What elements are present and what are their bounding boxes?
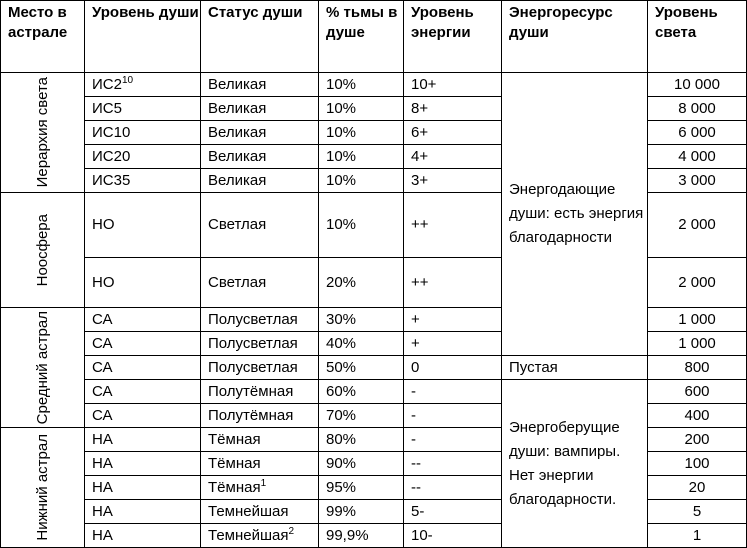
energy-cell-text: + — [411, 334, 420, 352]
dark-percent-cell — [319, 428, 404, 452]
light-cell-text: 6 000 — [678, 123, 716, 141]
dark-percent-cell — [319, 452, 404, 476]
table-row — [1, 73, 747, 97]
status-cell-footnote: 1 — [260, 477, 267, 489]
place-cell-hierarchy — [1, 73, 85, 193]
light-cell — [648, 97, 747, 121]
header-status: Статус души — [201, 1, 319, 73]
light-cell-text: 8 000 — [678, 99, 716, 117]
light-cell-text: 20 — [688, 478, 706, 496]
resource-cell-empty — [502, 356, 648, 380]
level-cell-text: НА — [92, 478, 113, 496]
level-cell-text: НО — [92, 273, 115, 291]
light-cell — [648, 500, 747, 524]
light-cell — [648, 428, 747, 452]
dark-percent-cell — [319, 193, 404, 258]
status-cell — [201, 500, 319, 524]
level-cell — [85, 452, 201, 476]
status-cell — [201, 356, 319, 380]
dark-percent-cell-text: 10% — [326, 75, 357, 93]
status-cell-text: Темнейшая — [208, 502, 289, 520]
dark-percent-cell-text: 99,9% — [326, 526, 369, 544]
level-cell-text: ИС5 — [92, 99, 122, 117]
status-cell-text: Великая — [208, 75, 267, 93]
table-row — [1, 356, 747, 380]
light-cell — [648, 308, 747, 332]
status-cell-text: Полутёмная — [208, 382, 294, 400]
light-cell-text: 2 000 — [678, 216, 716, 233]
dark-percent-cell-text: 10% — [326, 99, 357, 117]
dark-percent-cell — [319, 145, 404, 169]
energy-cell — [404, 380, 502, 404]
energy-cell-text: 6+ — [411, 123, 429, 141]
dark-percent-cell-text: 60% — [326, 382, 357, 400]
status-cell-text: Полутёмная — [208, 406, 294, 424]
dark-percent-cell — [319, 356, 404, 380]
dark-percent-cell-text: 80% — [326, 430, 357, 448]
energy-cell — [404, 97, 502, 121]
energy-cell-text: ++ — [411, 273, 429, 291]
light-cell-text: 2 000 — [678, 273, 716, 291]
place-label: Ноосфера — [33, 213, 51, 287]
resource-cell-taking — [502, 380, 648, 548]
level-cell-text: СА — [92, 358, 113, 376]
status-cell-text: Полусветлая — [208, 334, 298, 352]
status-cell — [201, 145, 319, 169]
light-cell-text: 200 — [684, 430, 710, 448]
dark-percent-cell-text: 10% — [326, 123, 357, 141]
level-cell-text: ИС2 — [92, 75, 122, 93]
energy-cell — [404, 476, 502, 500]
dark-percent-cell-text: 40% — [326, 334, 357, 352]
level-cell-text: НА — [92, 454, 113, 472]
header-dark: % тьмы в душе — [319, 1, 404, 73]
energy-cell-text: -- — [411, 454, 421, 472]
light-cell — [648, 404, 747, 428]
place-label: Нижний астрал — [33, 434, 51, 541]
light-cell — [648, 380, 747, 404]
level-cell-text: СА — [92, 310, 113, 328]
dark-percent-cell-text: 99% — [326, 502, 357, 520]
status-cell-footnote: 2 — [288, 525, 295, 537]
dark-percent-cell-text: 95% — [326, 478, 357, 496]
status-cell — [201, 428, 319, 452]
dark-percent-cell-text: 10% — [326, 216, 357, 233]
place-label: Иерархия света — [33, 77, 51, 188]
header-energy: Уровень энергии — [404, 1, 502, 73]
energy-cell — [404, 308, 502, 332]
dark-percent-cell-text: 50% — [326, 358, 357, 376]
level-cell — [85, 500, 201, 524]
level-cell — [85, 73, 201, 97]
status-cell — [201, 193, 319, 258]
level-cell-text: СА — [92, 406, 113, 424]
place-cell-lower — [1, 428, 85, 548]
level-cell — [85, 169, 201, 193]
energy-cell-text: - — [411, 430, 416, 448]
level-cell — [85, 97, 201, 121]
resource-cell-giving-text: Энергодающие души: есть энергия благодарности — [509, 181, 644, 246]
status-cell — [201, 258, 319, 308]
light-cell — [648, 332, 747, 356]
table-row — [1, 380, 747, 404]
energy-cell — [404, 452, 502, 476]
level-cell — [85, 332, 201, 356]
status-cell-text: Тёмная — [208, 430, 261, 448]
level-cell — [85, 476, 201, 500]
energy-cell — [404, 193, 502, 258]
light-cell-text: 1 000 — [678, 310, 716, 328]
energy-cell-text: 3+ — [411, 171, 429, 189]
status-cell — [201, 73, 319, 97]
energy-cell-text: - — [411, 406, 416, 424]
light-cell-text: 600 — [684, 382, 710, 400]
place-cell-middle — [1, 308, 85, 428]
level-cell — [85, 356, 201, 380]
light-cell — [648, 73, 747, 97]
energy-cell — [404, 258, 502, 308]
header-row — [1, 1, 747, 73]
level-cell — [85, 193, 201, 258]
dark-percent-cell — [319, 73, 404, 97]
level-cell-text: НА — [92, 502, 113, 520]
level-cell-text: ИС20 — [92, 147, 131, 165]
status-cell-text: Тёмная — [208, 478, 261, 496]
status-cell-text: Тёмная — [208, 454, 261, 472]
energy-cell-text: 10+ — [411, 75, 437, 93]
light-cell-text: 5 — [692, 502, 702, 520]
dark-percent-cell-text: 90% — [326, 454, 357, 472]
place-label: Средний астрал — [33, 310, 51, 425]
place-cell-noosphere — [1, 193, 85, 308]
energy-cell-text: 8+ — [411, 99, 429, 117]
light-cell — [648, 193, 747, 258]
resource-cell-empty-text: Пустая — [509, 358, 558, 376]
level-cell — [85, 145, 201, 169]
energy-cell — [404, 145, 502, 169]
status-cell-text: Великая — [208, 171, 267, 189]
dark-percent-cell-text: 10% — [326, 147, 357, 165]
light-cell-text: 10 000 — [674, 75, 720, 93]
light-cell — [648, 258, 747, 308]
light-cell-text: 1 000 — [678, 334, 716, 352]
level-cell-text: ИС10 — [92, 123, 131, 141]
resource-cell-giving — [502, 73, 648, 356]
energy-cell — [404, 524, 502, 548]
energy-cell-text: + — [411, 310, 420, 328]
dark-percent-cell — [319, 258, 404, 308]
status-cell-text: Великая — [208, 123, 267, 141]
energy-cell — [404, 332, 502, 356]
level-cell-footnote: 10 — [121, 74, 134, 86]
status-cell-text: Темнейшая — [208, 526, 289, 544]
energy-cell — [404, 500, 502, 524]
level-cell — [85, 258, 201, 308]
light-cell-text: 3 000 — [678, 171, 716, 189]
status-cell — [201, 97, 319, 121]
dark-percent-cell — [319, 121, 404, 145]
light-cell-text: 800 — [684, 358, 710, 376]
energy-cell — [404, 404, 502, 428]
status-cell-text: Полусветлая — [208, 358, 298, 376]
level-cell-text: СА — [92, 334, 113, 352]
level-cell — [85, 121, 201, 145]
light-cell-text: 1 — [692, 526, 702, 544]
light-cell — [648, 121, 747, 145]
light-cell-text: 100 — [684, 454, 710, 472]
dark-percent-cell — [319, 169, 404, 193]
level-cell-text: НА — [92, 526, 113, 544]
dark-percent-cell — [319, 524, 404, 548]
status-cell-text: Светлая — [208, 216, 267, 233]
level-cell — [85, 380, 201, 404]
energy-cell — [404, 356, 502, 380]
level-cell — [85, 428, 201, 452]
light-cell — [648, 524, 747, 548]
status-cell — [201, 332, 319, 356]
status-cell — [201, 308, 319, 332]
dark-percent-cell-text: 70% — [326, 406, 357, 424]
energy-cell-text: - — [411, 382, 416, 400]
energy-cell — [404, 428, 502, 452]
header-light: Уровень света — [648, 1, 747, 73]
level-cell — [85, 308, 201, 332]
light-cell-text: 400 — [684, 406, 710, 424]
light-cell — [648, 145, 747, 169]
light-cell — [648, 452, 747, 476]
dark-percent-cell — [319, 380, 404, 404]
energy-cell-text: -- — [411, 478, 421, 496]
light-cell — [648, 169, 747, 193]
energy-cell — [404, 121, 502, 145]
energy-cell-text: 4+ — [411, 147, 429, 165]
energy-cell — [404, 73, 502, 97]
light-cell-text: 4 000 — [678, 147, 716, 165]
light-cell — [648, 356, 747, 380]
level-cell-text: СА — [92, 382, 113, 400]
dark-percent-cell — [319, 476, 404, 500]
status-cell — [201, 524, 319, 548]
status-cell-text: Светлая — [208, 273, 267, 291]
level-cell-text: НА — [92, 430, 113, 448]
status-cell — [201, 404, 319, 428]
level-cell-text: ИС35 — [92, 171, 131, 189]
dark-percent-cell-text: 20% — [326, 273, 357, 291]
header-place: Место в астрале — [1, 1, 85, 73]
status-cell — [201, 476, 319, 500]
status-cell-text: Великая — [208, 99, 267, 117]
header-level: Уровень души — [85, 1, 201, 73]
level-cell — [85, 524, 201, 548]
energy-cell-text: 5- — [411, 502, 425, 520]
energy-cell-text: 0 — [411, 358, 420, 376]
status-cell-text: Полусветлая — [208, 310, 298, 328]
status-cell — [201, 452, 319, 476]
dark-percent-cell — [319, 332, 404, 356]
dark-percent-cell-text: 10% — [326, 171, 357, 189]
dark-percent-cell — [319, 404, 404, 428]
table-body — [1, 73, 747, 548]
energy-cell — [404, 169, 502, 193]
level-cell — [85, 404, 201, 428]
dark-percent-cell — [319, 500, 404, 524]
status-cell-text: Великая — [208, 147, 267, 165]
dark-percent-cell — [319, 308, 404, 332]
status-cell — [201, 169, 319, 193]
status-cell — [201, 380, 319, 404]
energy-cell-text: 10- — [411, 526, 433, 544]
energy-cell-text: ++ — [411, 216, 429, 233]
header-resource: Энергоресурс души — [502, 1, 648, 73]
light-cell — [648, 476, 747, 500]
dark-percent-cell — [319, 97, 404, 121]
dark-percent-cell-text: 30% — [326, 310, 357, 328]
level-cell-text: НО — [92, 216, 115, 233]
resource-cell-taking-text: Энергоберущие души: вампиры. Нет энергии благодарности. — [509, 418, 621, 508]
status-cell — [201, 121, 319, 145]
